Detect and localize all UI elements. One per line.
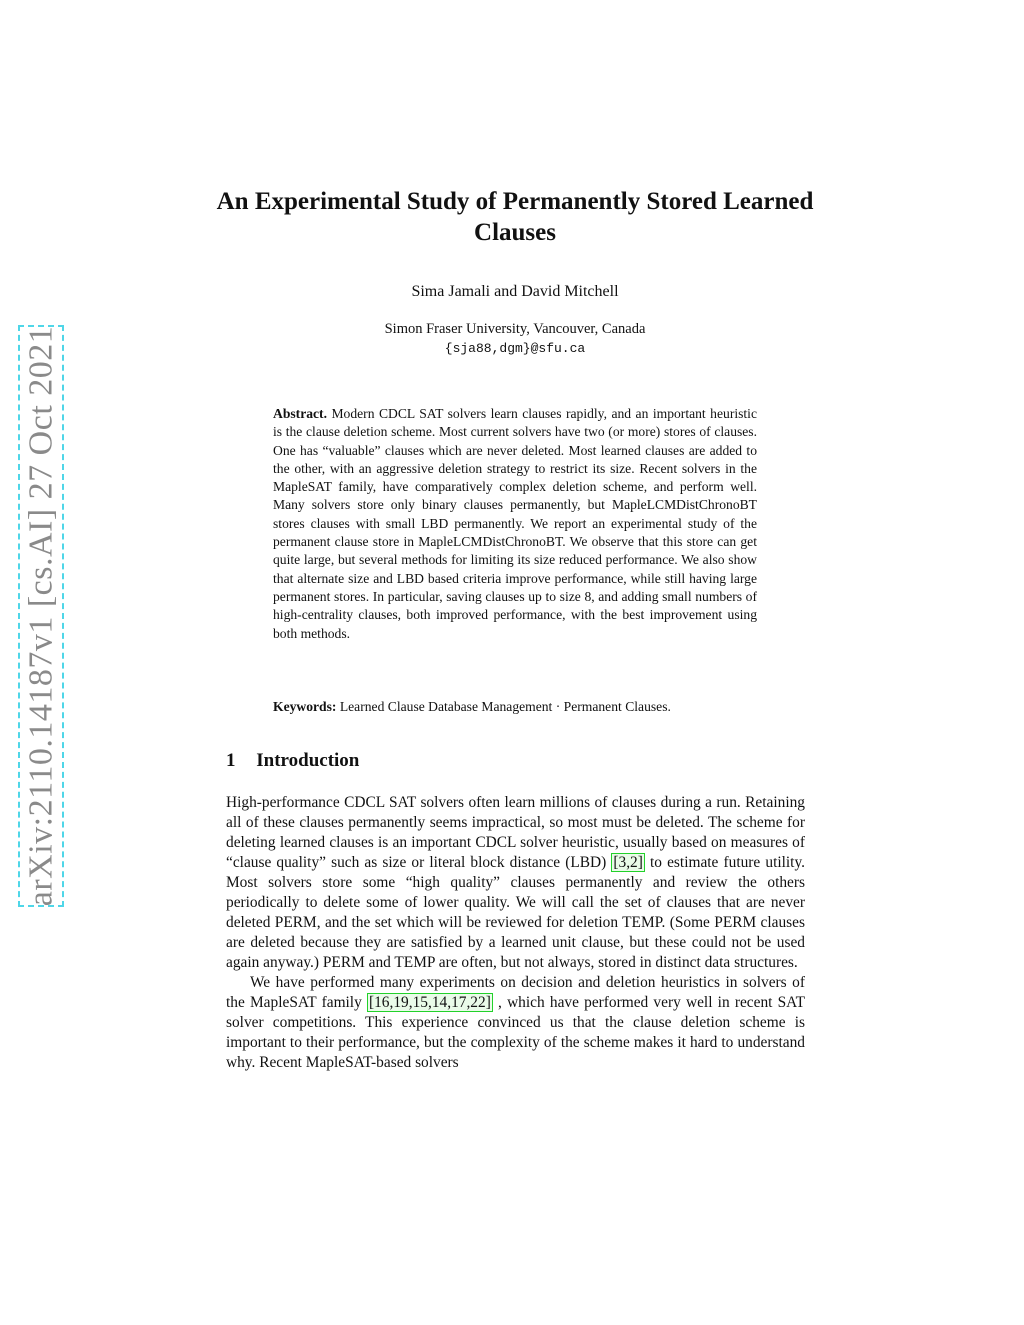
paper-title: An Experimental Study of Permanently Stored Learned Clauses	[216, 188, 814, 246]
author-list: Sima Jamali and David Mitchell	[411, 283, 619, 300]
paragraph	[226, 973, 805, 1073]
section-heading	[226, 750, 359, 772]
paragraph-text: We have performed many experiments on decision and deletion heuristics in solvers of the MapleSAT family	[226, 974, 805, 1011]
affiliation: Simon Fraser University, Vancouver, Canada	[384, 321, 646, 337]
citation-link[interactable]: [3,2]	[613, 854, 643, 871]
keywords-text: Learned Clause Database Management · Permanent Clauses.	[339, 699, 671, 714]
paragraph-text: High-performance CDCL SAT solvers often learn millions of clauses during a run. Retaining all of these clauses permanently seems impractical, so most must be deleted. The scheme for deleting learned clauses is an important CDCL solver heuristic, usually based on measures of “clause quality” such as size or literal block distance (LBD)	[226, 794, 805, 871]
abstract-text: Modern CDCL SAT solvers learn clauses rapidly, and an important heuristic is the clause deletion scheme. Most current solvers have two (or more) stores of clauses. One has “valuable” clauses which are never deleted. Most learned clauses are added to the other, with an aggressive deletion strategy to restrict its size. Recent solvers in the MapleSAT family, have comparatively complex deletion scheme, and perform well. Many solvers store only binary clauses permanently, but MapleLCMDistChronoBT stores clauses with small LBD permanently. We report an experimental study of the permanent clause store in MapleLCMDistChronoBT. We observe that this store can get quite large, but several methods for limiting its size reduced performance. We also show that alternate size and LBD based criteria improve performance, while still having large permanent stores. In particular, saving clauses up to size 8, and adding small numbers of high-centrality clauses, both improved performance, with the best improvement using both methods.	[273, 406, 757, 641]
arxiv-identifier: arXiv:2110.14187v1 [cs.AI] 27 Oct 2021	[22, 325, 59, 907]
body-text	[226, 793, 805, 1073]
abstract	[273, 405, 757, 643]
section-number: 1	[226, 750, 236, 771]
keywords-label: Keywords:	[273, 699, 337, 714]
email: {sja88,dgm}@sfu.ca	[444, 341, 586, 356]
paragraph	[226, 793, 805, 973]
affiliation-block	[200, 319, 830, 359]
abstract-label: Abstract.	[273, 406, 327, 421]
keywords	[273, 699, 773, 715]
section-title: Introduction	[256, 750, 360, 771]
paragraph-text: to estimate future utility. Most solvers store some “high quality” clauses permanently and review the others periodically to delete some of lower quality. We will call the set of clauses that are never deleted PERM, and the set which will be reviewed for deletion TEMP. (Some PERM clauses are deleted because they are satisfied by a learned unit clause, but these could not be used again anyway.) PERM and TEMP are often, but not always, stored in distinct data structures.	[226, 854, 805, 971]
arxiv-stamp	[18, 325, 64, 907]
paragraph-text: , which have performed very well in recent SAT solver competitions. This experience convinced us that the clause deletion scheme is important to their performance, but the complexity of the scheme makes it hard to understand why. Recent MapleSAT-based solvers	[226, 994, 805, 1071]
citation-link[interactable]: [16,19,15,14,17,22]	[368, 994, 491, 1011]
